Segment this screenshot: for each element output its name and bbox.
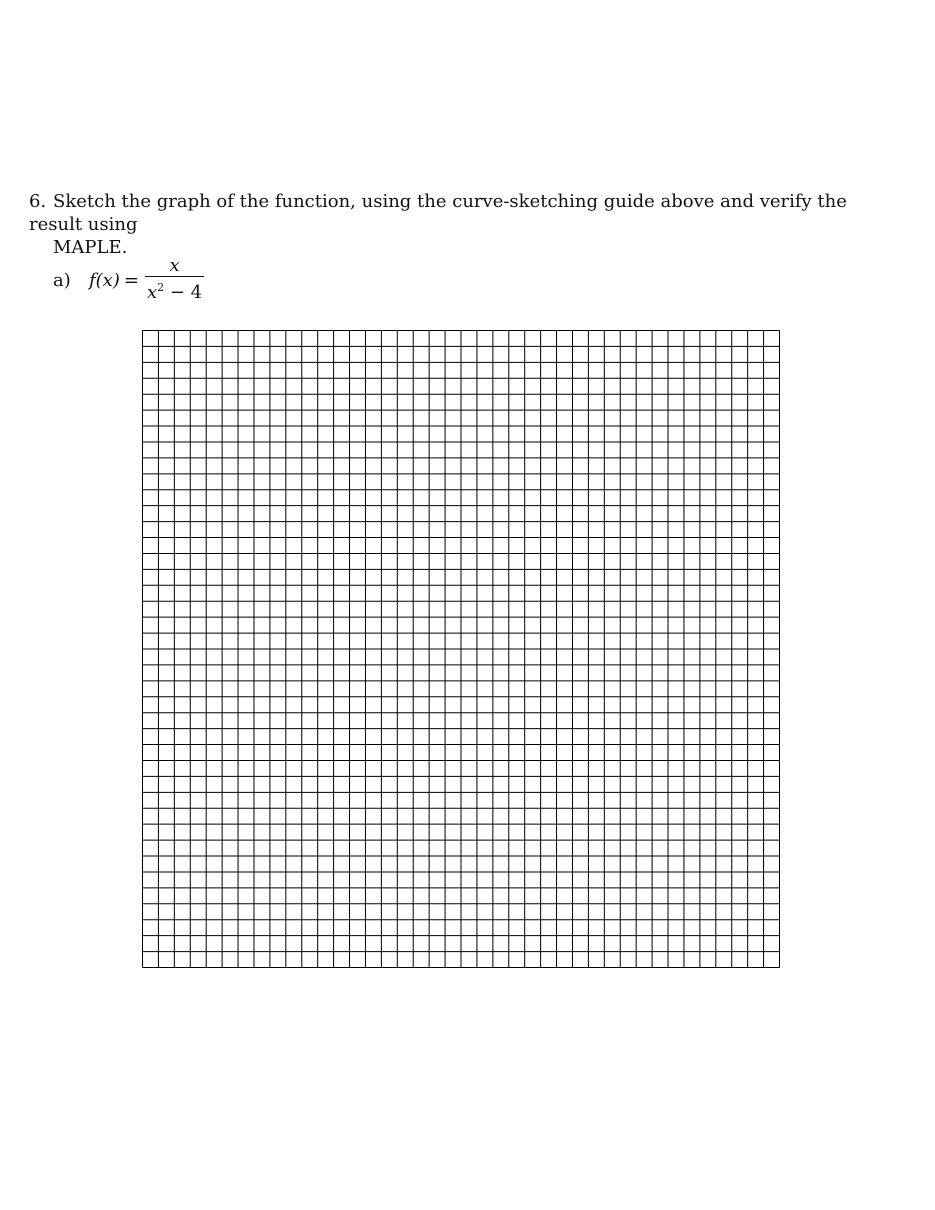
denominator-exponent: 2 [157,281,165,294]
graph-paper-grid [142,330,780,968]
problem-statement-line1: Sketch the graph of the function, using the curve-sketching guide above and verify the result using [29,191,847,235]
part-a-label: a) [53,269,71,291]
problem-number: 6. [29,191,47,212]
problem-statement-line2: MAPLE. [53,237,128,258]
fraction-denominator [145,277,204,304]
denominator-base: x [146,282,158,303]
graph-paper[interactable] [142,330,780,968]
equals-sign: = [123,269,139,291]
function-fraction [145,256,204,304]
part-a [53,256,204,304]
denominator-rest: − 4 [164,282,203,303]
fraction-numerator: x [169,255,180,276]
problem-6 [29,190,889,259]
function-name: f(x) [89,269,120,291]
